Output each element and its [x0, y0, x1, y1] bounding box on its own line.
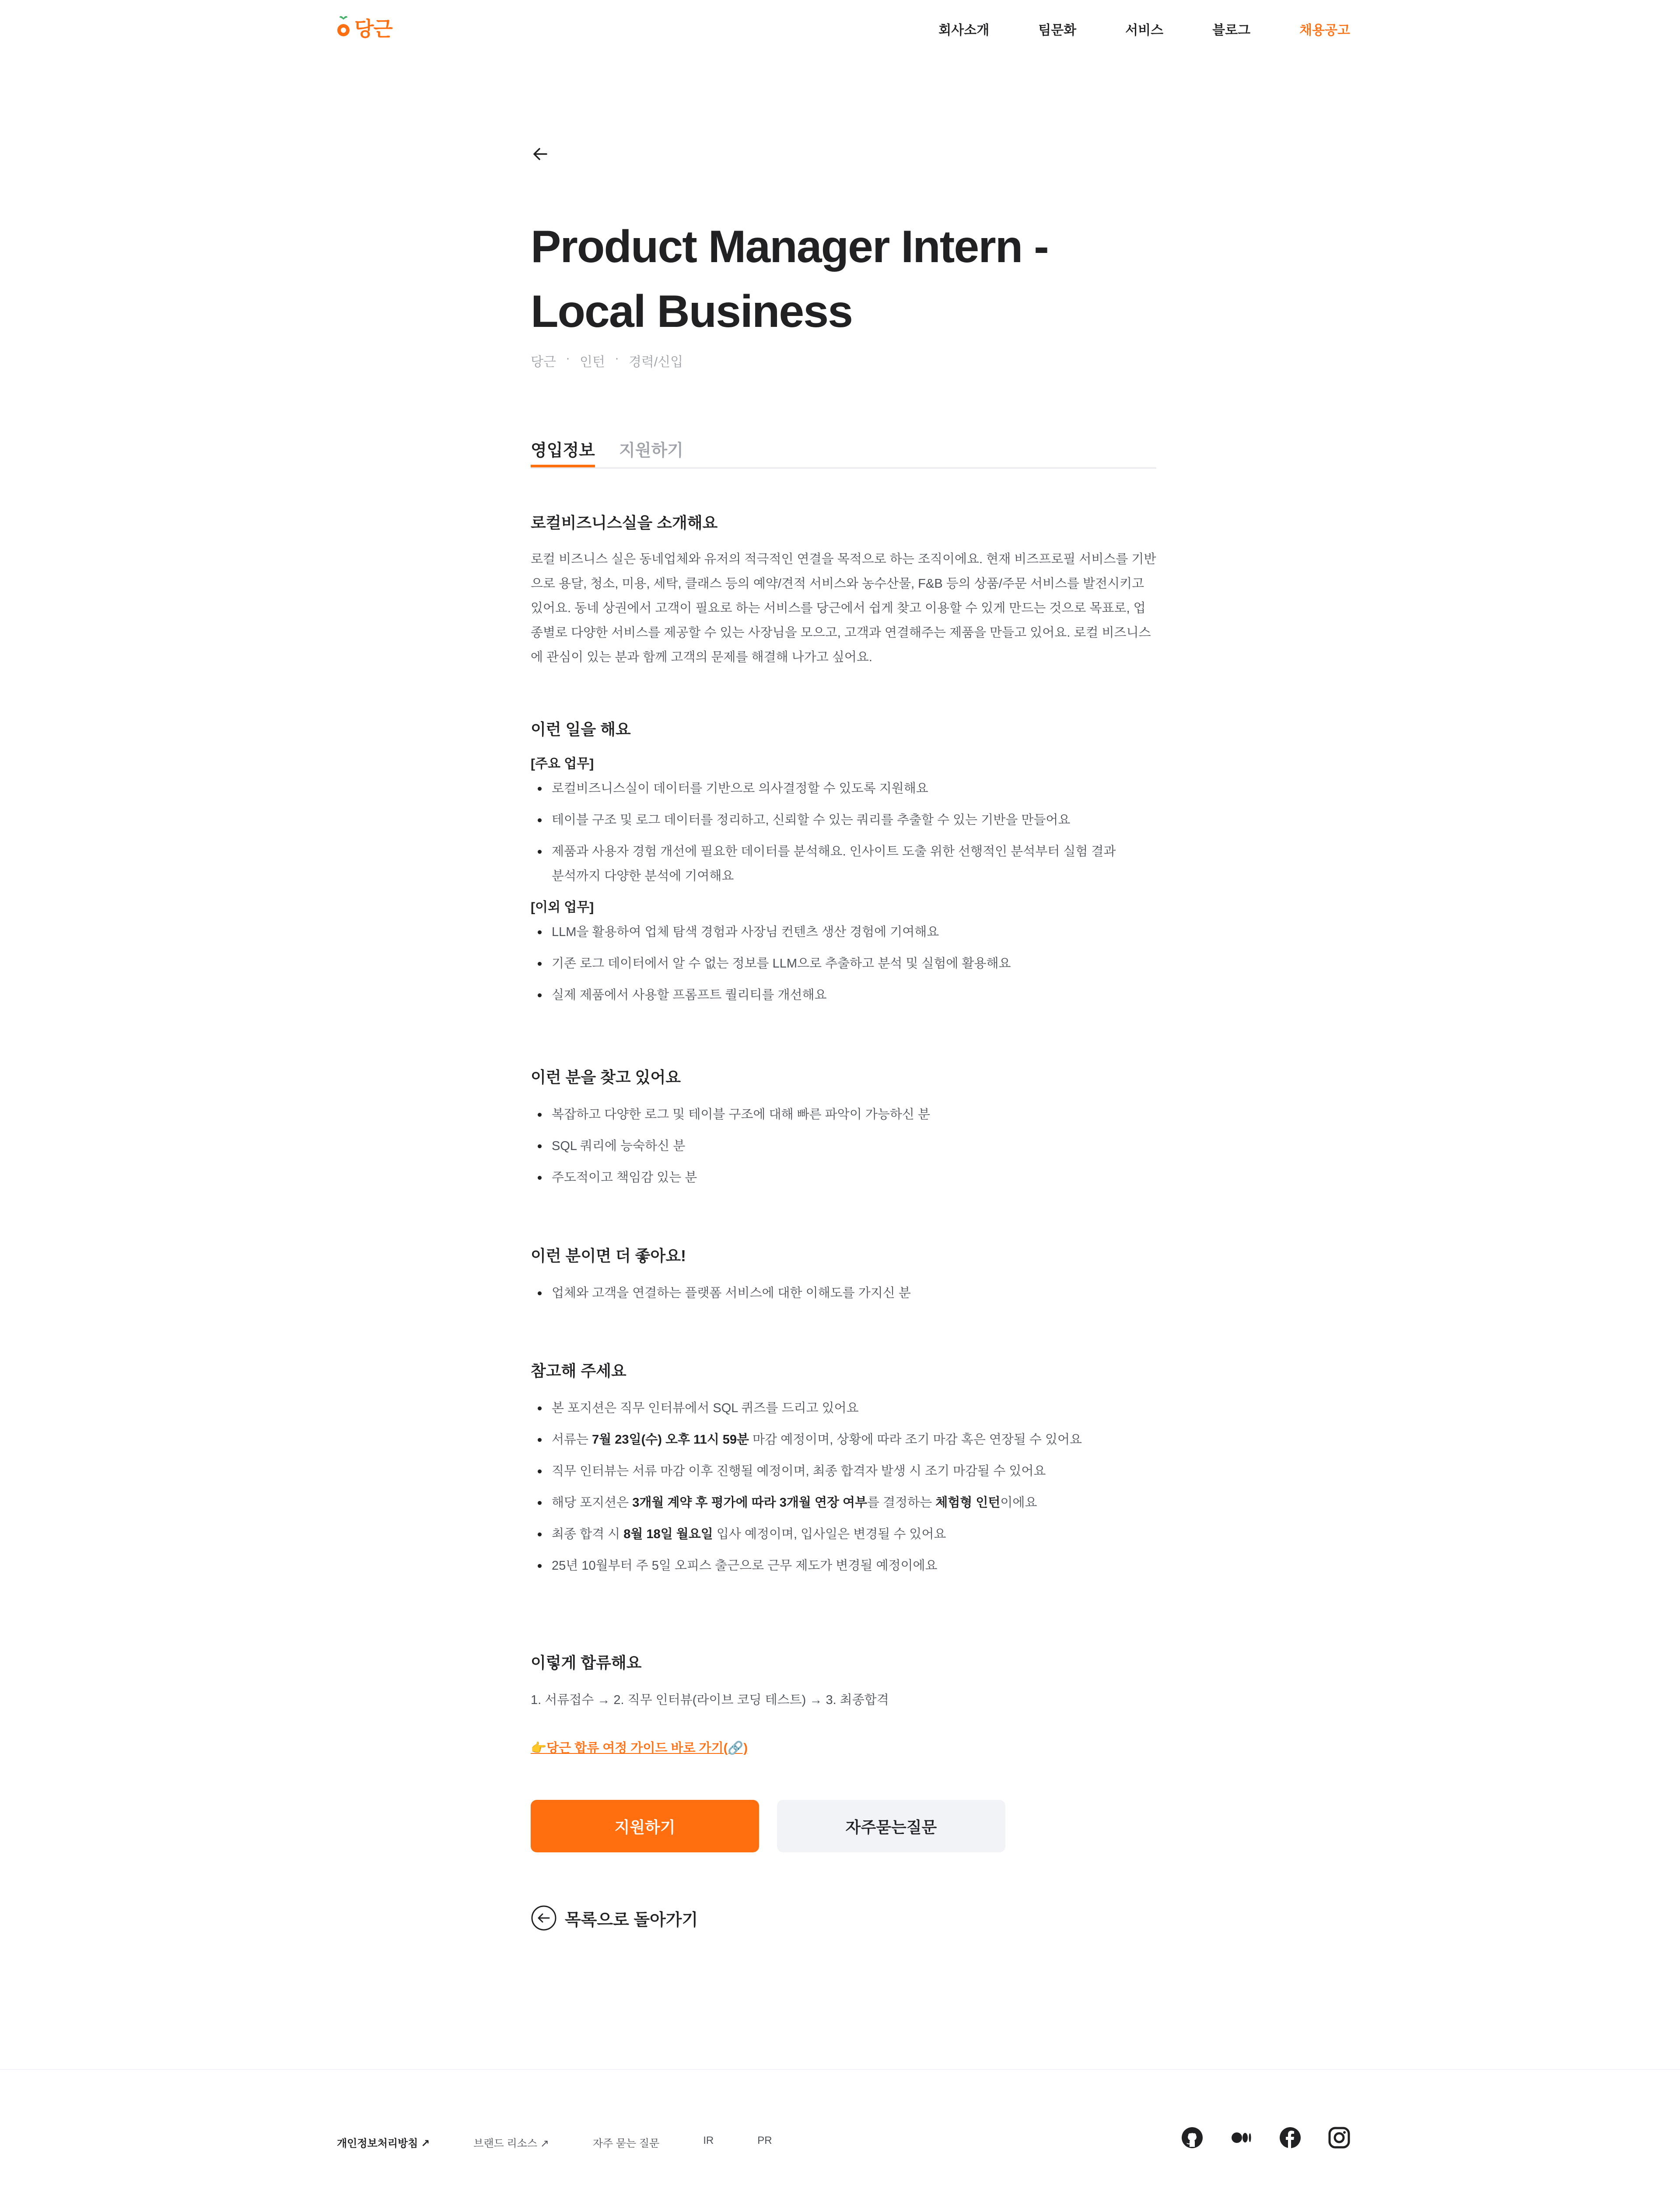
list-item: 복잡하고 다양한 로그 및 테이블 구조에 대해 빠른 파악이 가능하신 분: [531, 1102, 1156, 1127]
section-heading: 이런 분이면 더 좋아요!: [531, 1247, 686, 1265]
list-item: 테이블 구조 및 로그 데이터를 정리하고, 신뢰할 수 있는 쿼리를 추출할 수 있는 기반을 만들어요: [531, 808, 1156, 832]
logo-text: 당근: [354, 18, 392, 40]
main-duties-label: [주요 업무]: [531, 757, 594, 771]
meta-separator: ·: [565, 351, 570, 365]
meta-separator: ·: [614, 351, 619, 365]
note-text: 마감 예정이며, 상황에 따라 조기 마감 혹은 연장될 수 있어요: [749, 1433, 1082, 1447]
list-item: [531, 1427, 1156, 1452]
section-heading: 로컬비즈니스실을 소개해요: [531, 514, 718, 532]
requirements-list: [531, 1102, 1156, 1190]
meta-career: 경력/신입: [628, 355, 683, 369]
job-meta: [531, 351, 683, 370]
top-nav: [889, 19, 1350, 39]
footer-links: [337, 2135, 816, 2150]
section-heading: 참고해 주세요: [531, 1362, 626, 1380]
list-item: 기존 로그 데이터에서 알 수 없는 정보를 LLM으로 추출하고 분석 및 실험에 활용해요: [531, 951, 1156, 976]
social-links: [1181, 2127, 1350, 2149]
process-steps: 1. 서류접수 → 2. 직무 인터뷰(라이브 코딩 테스트) → 3. 최종합격: [531, 1693, 889, 1707]
nav-item-company[interactable]: 회사소개: [938, 23, 990, 38]
meta-type: 인턴: [579, 355, 605, 369]
section-heading: 이렇게 합류해요: [531, 1654, 642, 1672]
facebook-icon[interactable]: [1279, 2127, 1301, 2149]
list-item: 실제 제품에서 사용할 프롬프트 퀄리티를 개선해요: [531, 983, 1156, 1007]
list-item: [531, 1490, 1156, 1515]
note-text: 입사 예정이며, 입사일은 변경될 수 있어요: [713, 1527, 946, 1541]
job-title: Product Manager Intern - Local Business: [531, 221, 1048, 337]
list-item: SQL 쿼리에 능숙하신 분: [531, 1134, 1156, 1158]
note-text: 이에요: [1000, 1496, 1037, 1510]
section-process: [531, 1652, 1156, 1760]
footer-link-privacy[interactable]: 개인정보처리방침 ↗: [337, 2138, 430, 2149]
logo[interactable]: [337, 13, 392, 42]
detail-tabs: [531, 437, 1156, 469]
list-item: [531, 1522, 1156, 1546]
tab-apply[interactable]: 지원하기: [619, 442, 683, 460]
other-duties-list: [531, 920, 1156, 1007]
nav-item-service[interactable]: 서비스: [1125, 23, 1164, 38]
meta-company: 당근: [531, 355, 556, 369]
carrot-logo-icon: [337, 15, 350, 40]
note-emphasis: 3개월 계약 후 평가에 따라 3개월 연장 여부: [632, 1496, 868, 1510]
notes-list: [531, 1396, 1156, 1578]
footer-link-brand[interactable]: 브랜드 리소스 ↗: [473, 2138, 549, 2149]
list-item: 로컬비즈니스실이 데이터를 기반으로 의사결정할 수 있도록 지원해요: [531, 776, 1156, 801]
note-text: 서류는: [552, 1433, 592, 1447]
footer-link-ir[interactable]: IR: [703, 2135, 714, 2146]
guide-link-row: [531, 1736, 1156, 1760]
back-to-list-link[interactable]: [531, 1905, 698, 1931]
circle-arrow-left-icon: [531, 1905, 557, 1931]
note-emphasis: 8월 18일 월요일: [623, 1527, 713, 1541]
footer-link-pr[interactable]: PR: [757, 2135, 772, 2146]
list-item: LLM을 활용하여 업체 탐색 경험과 사장님 컨텐츠 생산 경험에 기여해요: [531, 920, 1156, 944]
faq-button[interactable]: 자주묻는질문: [777, 1800, 1005, 1852]
section-notes: [531, 1360, 1156, 1585]
section-heading: 이런 일을 해요: [531, 720, 631, 738]
section-heading: 이런 분을 찾고 있어요: [531, 1068, 681, 1086]
section-work: [531, 719, 1156, 1014]
other-duties-label: [이외 업무]: [531, 900, 594, 915]
nav-item-culture[interactable]: 팀문화: [1038, 23, 1077, 38]
note-text: 최종 합격 시: [552, 1527, 624, 1541]
instagram-icon[interactable]: [1328, 2127, 1350, 2149]
footer-link-faq[interactable]: 자주 묻는 질문: [592, 2138, 660, 2149]
list-item: 본 포지션은 직무 인터뷰에서 SQL 퀴즈를 드리고 있어요: [531, 1396, 1156, 1420]
list-item: 업체와 고객을 연결하는 플랫폼 서비스에 대한 이해도를 가지신 분: [531, 1281, 1156, 1305]
note-text: 해당 포지션은: [552, 1496, 633, 1510]
back-arrow-icon[interactable]: [531, 144, 550, 164]
list-item: 직무 인터뷰는 서류 마감 이후 진행될 예정이며, 최종 합격자 발생 시 조기 마감될 수 있어요: [531, 1459, 1156, 1483]
list-item: 주도적이고 책임감 있는 분: [531, 1165, 1156, 1190]
apply-button[interactable]: 지원하기: [531, 1800, 759, 1852]
note-emphasis: 7월 23일(수) 오후 11시 59분: [592, 1433, 749, 1447]
preferred-list: [531, 1281, 1156, 1305]
tab-info[interactable]: 영입정보: [531, 437, 595, 467]
medium-icon[interactable]: [1230, 2127, 1252, 2149]
back-to-list-label: 목록으로 돌아가기: [565, 1911, 698, 1929]
main-duties-list: [531, 776, 1156, 888]
section-intro: [531, 512, 1156, 670]
list-item: 25년 10월부터 주 5일 오피스 출근으로 근무 제도가 변경될 예정이에요: [531, 1553, 1156, 1578]
site-footer: [0, 2069, 1680, 2188]
site-header: [0, 0, 1680, 57]
list-item: 제품과 사용자 경험 개선에 필요한 데이터를 분석해요. 인사이트 도출 위한 선행적인 분석부터 실험 결과 분석까지 다양한 분석에 기여해요: [531, 839, 1120, 888]
nav-item-careers[interactable]: 채용공고: [1299, 23, 1350, 38]
section-preferred: [531, 1245, 1156, 1312]
section-requirements: [531, 1066, 1156, 1197]
github-icon[interactable]: [1181, 2127, 1203, 2149]
guide-link[interactable]: 👉당근 합류 여정 가이드 바로 가기(🔗): [531, 1741, 748, 1755]
note-emphasis: 체험형 인턴: [935, 1496, 1001, 1510]
intro-paragraph: 로컬 비즈니스 실은 동네업체와 유저의 적극적인 연결을 목적으로 하는 조직이에요. 현재 비즈프로필 서비스를 기반으로 용달, 청소, 미용, 세탁, 클래스 등의 예약/견적 서비스와 농수산물, F&B 등의 상품/주문 서비스를 발전시키고 있어요. 동네 상권에서 고객이 필요로 하는 서비스를 당근에서 쉽게 찾고 이용할 수 있게 만드는 것으로 목표로, 업종별로 다양한 서비스를 제공할 수 있는 사장님을 모으고, 고객과 연결해주는 제품을 만들고 있어요. 로컬 비즈니스에 관심이 있는 분과 함께 고객의 문제를 해결해 나가고 싶어요.: [531, 552, 1156, 664]
nav-item-blog[interactable]: 블로그: [1212, 23, 1251, 38]
note-text: 를 결정하는: [867, 1496, 936, 1510]
